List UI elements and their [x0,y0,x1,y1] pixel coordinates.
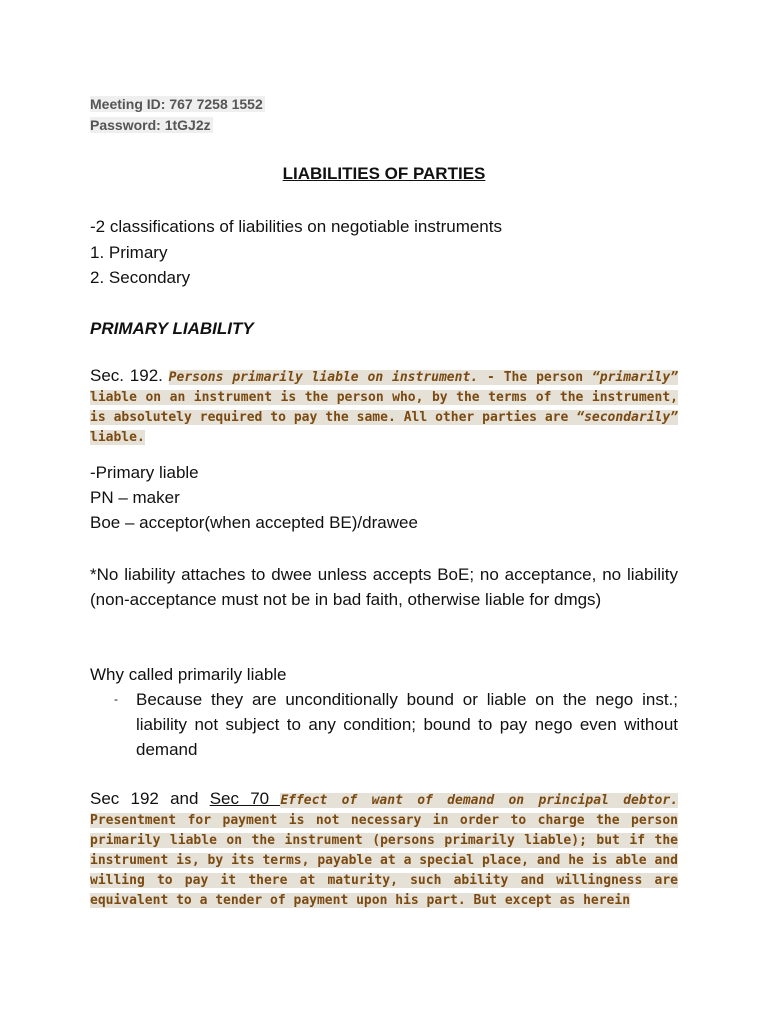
sec192-dash: - [478,370,504,385]
primary-list-item-2: Boe – acceptor(when accepted BE)/drawee [90,513,418,532]
meeting-id: Meeting ID: 767 7258 1552 [90,96,263,112]
sec192-secondarily: “secondarily” [576,410,678,425]
why-question: Why called primarily liable [90,665,287,684]
sec192-body-before: The person [503,370,592,385]
list-item-secondary: 2. Secondary [90,268,191,287]
page-title: LIABILITIES OF PARTIES [282,164,486,183]
sec70-link[interactable]: Sec 70 [209,789,281,808]
sec70-body: Presentment for payment is not necessary in order to charge the person primarily liable on the instrument (persons primarily liable); but if the instrument is, by its terms, payable at a special place, and he is able and willing to pay it there at maturity, such ability and willingness are equivalent to a tender of payment upon his part. But except as herein [90,813,678,908]
primary-list-item-1: PN – maker [90,488,180,507]
sec70-prefix: Sec 192 and [90,789,210,808]
meeting-password: Password: 1tGJ2z [90,117,211,133]
sec192-prefix: Sec. 192. [90,366,163,385]
why-answer: Because they are unconditionally bound or liable on the nego inst.; liability not subject to any condition; bound to pay nego even without demand [136,690,678,759]
sec70-heading: Effect of want of demand on principal debtor. [280,793,678,808]
list-item-primary: 1. Primary [90,243,168,262]
intro-line: -2 classifications of liabilities on negotiable instruments [90,217,502,236]
sec192-heading: Persons primarily liable on instrument. [168,370,479,385]
bullet-dash: - [114,692,118,706]
primary-list-item-0: -Primary liable [90,463,199,482]
sec70-paragraph [90,790,678,910]
sec192-body-after: liable. [90,430,145,445]
note-paragraph: *No liability attaches to dwee unless accepts BoE; no acceptance, no liability (non-acceptance must not be in bad faith, otherwise liable for dmgs) [90,565,678,609]
sec192-primarily: “primarily” [591,370,679,385]
sec192-body-middle: liable on an instrument is the person who, by the terms of the instrument, is absolutely required to pay the same. All other parties are [90,390,678,425]
section-heading-primary-liability: PRIMARY LIABILITY [90,319,254,338]
meeting-info [90,94,265,136]
sec192-paragraph [90,367,678,447]
